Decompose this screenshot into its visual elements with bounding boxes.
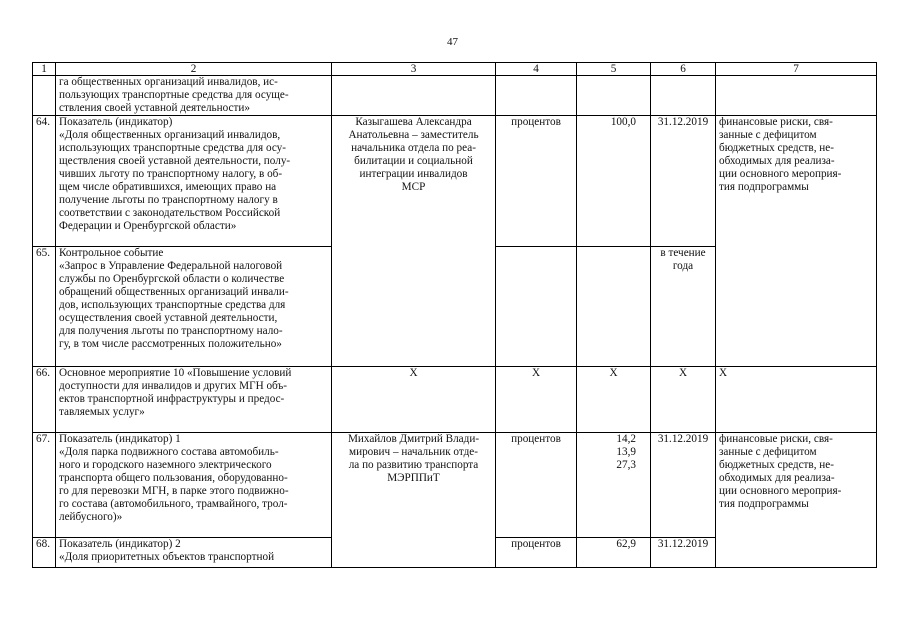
text-line: ции основного мероприя- bbox=[719, 168, 842, 180]
text-line: щем числе обратившихся, имеющих право на bbox=[59, 181, 277, 193]
text-line: Показатель (индикатор) 1 bbox=[59, 433, 181, 445]
text-line: использующих транспортные средства для осу- bbox=[59, 142, 286, 154]
responsible-cell bbox=[332, 247, 496, 367]
text-line: мирович – начальник отде- bbox=[349, 446, 478, 458]
text-line: года bbox=[672, 260, 694, 272]
text-line: бюджетных средств, не- bbox=[719, 142, 834, 154]
text-line: тия подпрограммы bbox=[719, 181, 809, 193]
text-line: 13,9 bbox=[616, 446, 636, 458]
row-number-cell: 68. bbox=[33, 538, 56, 568]
text-line: чивших льготу по транспортному налогу, в об- bbox=[59, 168, 283, 180]
risks-cell bbox=[716, 433, 877, 538]
responsible-cell bbox=[332, 76, 496, 116]
text-line: Федерации и Оренбургской области» bbox=[59, 220, 237, 232]
indicator-name-cell bbox=[56, 116, 332, 247]
text-line: «Доля парка подвижного состава автомобиль- bbox=[59, 446, 279, 458]
text-line: лейбусного)» bbox=[59, 511, 123, 523]
row-number-cell: 65. bbox=[33, 247, 56, 367]
value-cell: 62,9 bbox=[577, 538, 651, 568]
text-line: Контрольное событие bbox=[59, 247, 164, 259]
text-line: ла по развитию транспорта bbox=[348, 459, 479, 471]
unit-cell bbox=[496, 247, 577, 367]
text-line: занные с дефицитом bbox=[719, 446, 817, 458]
risks-cell: Х bbox=[716, 367, 877, 433]
text-line: в течение bbox=[660, 247, 706, 259]
text-line: Показатель (индикатор) bbox=[59, 116, 173, 128]
text-line: ного и городского наземного электрического bbox=[59, 459, 272, 471]
text-line: обходимых для реализа- bbox=[719, 155, 835, 167]
text-line: тавляемых услуг» bbox=[59, 406, 145, 418]
text-line: Показатель (индикатор) 2 bbox=[59, 538, 181, 550]
col-header-2: 2 bbox=[56, 63, 332, 76]
col-header-4: 4 bbox=[496, 63, 577, 76]
date-cell: 31.12.2019 bbox=[651, 538, 716, 568]
text-line: ствления своей уставной деятельности» bbox=[59, 102, 250, 114]
row-number-cell: 66. bbox=[33, 367, 56, 433]
text-line: осуществления своей уставной деятельности, bbox=[59, 312, 278, 324]
text-line: Основное мероприятие 10 «Повышение условий bbox=[59, 367, 292, 379]
responsible-cell bbox=[332, 538, 496, 568]
date-cell: Х bbox=[651, 367, 716, 433]
text-line: занные с дефицитом bbox=[719, 129, 817, 141]
unit-cell bbox=[496, 76, 577, 116]
table-row bbox=[33, 247, 877, 367]
text-line: обращений общественных организаций инвали- bbox=[59, 286, 289, 298]
indicator-name-cell bbox=[56, 247, 332, 367]
text-line: го для перевозки МГН, в парке этого подвижно- bbox=[59, 485, 289, 497]
responsible-cell: Х bbox=[332, 367, 496, 433]
col-header-5: 5 bbox=[577, 63, 651, 76]
header-row bbox=[33, 63, 877, 76]
date-cell bbox=[651, 247, 716, 367]
indicator-name-cell bbox=[56, 367, 332, 433]
text-line: финансовые риски, свя- bbox=[719, 433, 833, 445]
indicator-name-cell bbox=[56, 76, 332, 116]
text-line: Казыгашева Александра bbox=[355, 116, 472, 128]
text-line: бюджетных средств, не- bbox=[719, 459, 834, 471]
row-number-cell: 67. bbox=[33, 433, 56, 538]
table-row bbox=[33, 367, 877, 433]
text-line: Анатольевна – заместитель bbox=[348, 129, 479, 141]
risks-cell bbox=[716, 538, 877, 568]
text-line: ции основного мероприя- bbox=[719, 485, 842, 497]
text-line: МЭРППиТ bbox=[387, 472, 440, 484]
text-line: интеграции инвалидов bbox=[359, 168, 468, 180]
unit-cell: процентов bbox=[496, 538, 577, 568]
text-line: билитации и социальной bbox=[354, 155, 473, 167]
text-line: получение льготы по транспортному налогу в bbox=[59, 194, 278, 206]
col-header-6: 6 bbox=[651, 63, 716, 76]
indicators-table bbox=[32, 62, 877, 568]
responsible-cell bbox=[332, 433, 496, 538]
col-header-1: 1 bbox=[33, 63, 56, 76]
unit-cell: процентов bbox=[496, 116, 577, 247]
text-line: МСР bbox=[401, 181, 426, 193]
text-line: ектов транспортной инфраструктуры и предос- bbox=[59, 393, 285, 405]
value-cell bbox=[577, 76, 651, 116]
text-line: гу, в том числе рассмотренных положительно» bbox=[59, 338, 282, 350]
unit-cell: Х bbox=[496, 367, 577, 433]
text-line: транспорта общего пользования, оборудованно- bbox=[59, 472, 288, 484]
text-line: го состава (автомобильного, трамвайного, трол- bbox=[59, 498, 288, 510]
col-header-7: 7 bbox=[716, 63, 877, 76]
text-line: «Доля приоритетных объектов транспортной bbox=[59, 551, 275, 563]
text-line: га общественных организаций инвалидов, ис- bbox=[59, 76, 278, 88]
value-cell: 100,0 bbox=[577, 116, 651, 247]
table-row bbox=[33, 538, 877, 568]
text-line: для получения льготы по транспортному нало- bbox=[59, 325, 283, 337]
table-row bbox=[33, 116, 877, 247]
text-line: ществления своей уставной деятельности, полу- bbox=[59, 155, 291, 167]
text-line: начальника отдела по реа- bbox=[351, 142, 476, 154]
text-line: тия подпрограммы bbox=[719, 498, 809, 510]
text-line: 27,3 bbox=[616, 459, 636, 471]
indicator-name-cell bbox=[56, 538, 332, 568]
responsible-cell bbox=[332, 116, 496, 247]
page-number: 47 bbox=[447, 36, 458, 48]
text-line: доступности для инвалидов и других МГН объ- bbox=[59, 380, 287, 392]
date-cell bbox=[651, 76, 716, 116]
text-line: 14,2 bbox=[616, 433, 636, 445]
text-line: «Доля общественных организаций инвалидов, bbox=[59, 129, 281, 141]
text-line: обходимых для реализа- bbox=[719, 472, 835, 484]
value-cell: Х bbox=[577, 367, 651, 433]
value-cell bbox=[577, 247, 651, 367]
text-line: дов, использующих транспортные средства для bbox=[59, 299, 286, 311]
indicator-name-cell bbox=[56, 433, 332, 538]
risks-cell bbox=[716, 76, 877, 116]
text-line: соответствии с законодательством Российской bbox=[59, 207, 281, 219]
text-line: финансовые риски, свя- bbox=[719, 116, 833, 128]
table-row bbox=[33, 433, 877, 538]
text-line: Михайлов Дмитрий Влади- bbox=[347, 433, 480, 445]
text-line: «Запрос в Управление Федеральной налоговой bbox=[59, 260, 283, 272]
table-row bbox=[33, 76, 877, 116]
row-number-cell bbox=[33, 76, 56, 116]
date-cell: 31.12.2019 bbox=[651, 116, 716, 247]
risks-cell bbox=[716, 116, 877, 247]
text-line: пользующих транспортные средства для осуще- bbox=[59, 89, 289, 101]
value-cell bbox=[577, 433, 651, 538]
unit-cell: процентов bbox=[496, 433, 577, 538]
row-number-cell: 64. bbox=[33, 116, 56, 247]
text-line: службы по Оренбургской области о количестве bbox=[59, 273, 285, 285]
risks-cell bbox=[716, 247, 877, 367]
col-header-3: 3 bbox=[332, 63, 496, 76]
date-cell: 31.12.2019 bbox=[651, 433, 716, 538]
